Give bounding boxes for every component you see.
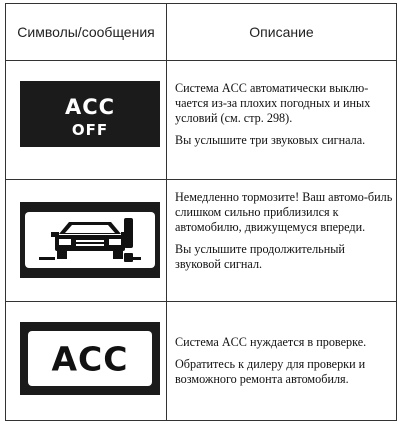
- symbols-table: [5, 3, 397, 421]
- row1-paragraph: Система ACC автоматически выклю-чается из-за плохих погодных и иных условий (см. стр. 298).: [175, 81, 371, 125]
- row3-paragraph: Обратитесь к дилеру для проверки и возможного ремонта автомобиля.: [175, 357, 366, 386]
- acc-off-label-line1: ACC: [64, 95, 116, 119]
- row2-paragraph: Вы услышите продолжительный звуковой сигнал.: [175, 242, 345, 271]
- row-divider: [6, 301, 396, 302]
- row-divider: [6, 179, 396, 180]
- column-divider: [166, 4, 167, 420]
- row1-description: [175, 81, 393, 155]
- header-description: Описание: [249, 24, 314, 40]
- acc-off-indicator: [20, 81, 160, 147]
- exclamation-icon: [119, 212, 139, 268]
- row-divider: [6, 60, 396, 61]
- header-symbols: Символы/сообщения: [17, 24, 155, 40]
- acc-off-label-line2: OFF: [71, 121, 109, 139]
- row3-description: [175, 335, 393, 394]
- acc-check-indicator: [20, 322, 160, 395]
- row2-paragraph: Немедленно тормозите! Ваш автомо-биль слишком сильно приблизился к автомобилю, движущемуся впереди.: [175, 190, 393, 234]
- vehicle-ahead-warning-icon: [20, 202, 160, 278]
- acc-panel: [28, 331, 152, 386]
- acc-label: ACC: [51, 339, 129, 378]
- row2-description: [175, 190, 393, 279]
- row1-paragraph: Вы услышите три звуковых сигнала.: [175, 133, 366, 147]
- row3-paragraph: Система ACC нуждается в проверке.: [175, 335, 367, 349]
